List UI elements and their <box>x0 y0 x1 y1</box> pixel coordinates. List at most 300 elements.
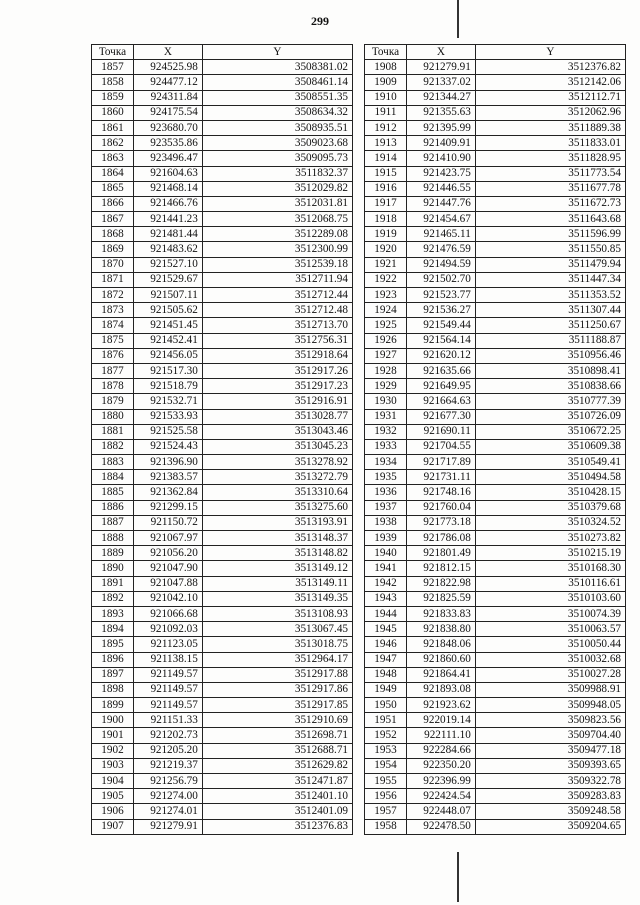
cell-x: 924477.12 <box>133 75 202 90</box>
cell-y: 3512713.70 <box>202 318 352 333</box>
table-row <box>92 75 353 90</box>
cell-x: 921731.11 <box>406 470 475 485</box>
cell-point: 1887 <box>92 515 134 530</box>
cell-y: 3513043.46 <box>202 424 352 439</box>
cell-point: 1919 <box>365 227 407 242</box>
cell-x: 921748.16 <box>406 485 475 500</box>
cell-x: 921825.59 <box>406 591 475 606</box>
table-row <box>92 500 353 515</box>
cell-point: 1909 <box>365 75 407 90</box>
cell-point: 1942 <box>365 576 407 591</box>
cell-x: 921812.15 <box>406 561 475 576</box>
cell-point: 1924 <box>365 303 407 318</box>
cell-x: 921362.84 <box>133 485 202 500</box>
cell-x: 921205.20 <box>133 743 202 758</box>
cell-point: 1911 <box>365 105 407 120</box>
cell-x: 921047.90 <box>133 561 202 576</box>
cell-point: 1932 <box>365 424 407 439</box>
cell-y: 3510898.41 <box>475 363 625 378</box>
table-header-row <box>92 45 353 60</box>
cell-y: 3512916.91 <box>202 394 352 409</box>
table-row <box>92 288 353 303</box>
cell-x: 921533.93 <box>133 409 202 424</box>
cell-point: 1857 <box>92 60 134 75</box>
table-row <box>92 379 353 394</box>
table-row <box>365 819 626 834</box>
cell-x: 923535.86 <box>133 136 202 151</box>
table-row <box>365 363 626 378</box>
cell-y: 3510116.61 <box>475 576 625 591</box>
cell-y: 3508935.51 <box>202 120 352 135</box>
cell-x: 921704.55 <box>406 439 475 454</box>
cell-y: 3513108.93 <box>202 606 352 621</box>
cell-y: 3511832.37 <box>202 166 352 181</box>
cell-point: 1873 <box>92 303 134 318</box>
table-row <box>92 713 353 728</box>
cell-point: 1899 <box>92 698 134 713</box>
table-row <box>365 606 626 621</box>
cell-point: 1863 <box>92 151 134 166</box>
table-row <box>365 166 626 181</box>
cell-x: 921525.58 <box>133 424 202 439</box>
cell-y: 3510215.19 <box>475 546 625 561</box>
cell-y: 3513149.11 <box>202 576 352 591</box>
cell-y: 3511479.94 <box>475 257 625 272</box>
cell-y: 3510273.82 <box>475 531 625 546</box>
cell-y: 3512964.17 <box>202 652 352 667</box>
cell-y: 3512917.86 <box>202 682 352 697</box>
table-row <box>92 485 353 500</box>
table-header-row <box>365 45 626 60</box>
cell-y: 3512401.10 <box>202 789 352 804</box>
table-row <box>92 166 353 181</box>
cell-point: 1895 <box>92 637 134 652</box>
cell-x: 921536.27 <box>406 303 475 318</box>
cell-point: 1884 <box>92 470 134 485</box>
cell-point: 1918 <box>365 212 407 227</box>
cell-x: 921773.18 <box>406 515 475 530</box>
cell-point: 1903 <box>92 758 134 773</box>
cell-point: 1904 <box>92 774 134 789</box>
cell-x: 921468.14 <box>133 181 202 196</box>
cell-point: 1896 <box>92 652 134 667</box>
cell-x: 921786.08 <box>406 531 475 546</box>
cell-x: 921123.05 <box>133 637 202 652</box>
cell-point: 1872 <box>92 288 134 303</box>
cell-y: 3512917.23 <box>202 379 352 394</box>
binding-mark-bottom <box>457 852 459 902</box>
cell-x: 921649.95 <box>406 379 475 394</box>
cell-point: 1956 <box>365 789 407 804</box>
table-row <box>365 622 626 637</box>
cell-x: 921451.45 <box>133 318 202 333</box>
cell-x: 921923.62 <box>406 698 475 713</box>
table-row <box>365 758 626 773</box>
table-row <box>365 652 626 667</box>
cell-y: 3513310.64 <box>202 485 352 500</box>
cell-point: 1879 <box>92 394 134 409</box>
cell-y: 3511447.34 <box>475 272 625 287</box>
table-row <box>365 485 626 500</box>
table-row <box>92 181 353 196</box>
table-row <box>92 576 353 591</box>
cell-point: 1950 <box>365 698 407 713</box>
cell-y: 3510379.68 <box>475 500 625 515</box>
cell-y: 3512029.82 <box>202 181 352 196</box>
cell-y: 3510103.60 <box>475 591 625 606</box>
cell-y: 3511889.38 <box>475 120 625 135</box>
table-row <box>92 272 353 287</box>
cell-point: 1906 <box>92 804 134 819</box>
cell-point: 1897 <box>92 667 134 682</box>
table-row <box>365 105 626 120</box>
cell-point: 1914 <box>365 151 407 166</box>
cell-point: 1892 <box>92 591 134 606</box>
cell-y: 3509704.40 <box>475 728 625 743</box>
cell-point: 1953 <box>365 743 407 758</box>
table-row <box>92 409 353 424</box>
cell-x: 921149.57 <box>133 667 202 682</box>
cell-y: 3512711.94 <box>202 272 352 287</box>
cell-point: 1925 <box>365 318 407 333</box>
cell-x: 921494.59 <box>406 257 475 272</box>
cell-y: 3508381.02 <box>202 60 352 75</box>
table-row <box>92 455 353 470</box>
cell-point: 1878 <box>92 379 134 394</box>
cell-point: 1868 <box>92 227 134 242</box>
cell-x: 921042.10 <box>133 591 202 606</box>
cell-y: 3509248.58 <box>475 804 625 819</box>
cell-y: 3513193.91 <box>202 515 352 530</box>
cell-x: 921219.37 <box>133 758 202 773</box>
table-row <box>365 257 626 272</box>
cell-x: 921604.63 <box>133 166 202 181</box>
cell-x: 921690.11 <box>406 424 475 439</box>
table-row <box>92 515 353 530</box>
cell-x: 921848.06 <box>406 637 475 652</box>
cell-x: 921466.76 <box>133 196 202 211</box>
table-row <box>365 75 626 90</box>
cell-point: 1893 <box>92 606 134 621</box>
cell-point: 1860 <box>92 105 134 120</box>
table-row <box>365 120 626 135</box>
cell-point: 1898 <box>92 682 134 697</box>
table-row <box>92 105 353 120</box>
cell-y: 3513148.37 <box>202 531 352 546</box>
cell-point: 1861 <box>92 120 134 135</box>
table-row <box>365 682 626 697</box>
table-row <box>92 546 353 561</box>
cell-x: 921532.71 <box>133 394 202 409</box>
cell-x: 922111.10 <box>406 728 475 743</box>
cell-x: 922284.66 <box>406 743 475 758</box>
cell-y: 3511773.54 <box>475 166 625 181</box>
cell-y: 3510672.25 <box>475 424 625 439</box>
cell-y: 3508461.14 <box>202 75 352 90</box>
cell-y: 3511596.99 <box>475 227 625 242</box>
cell-point: 1869 <box>92 242 134 257</box>
cell-x: 921409.91 <box>406 136 475 151</box>
cell-point: 1947 <box>365 652 407 667</box>
cell-x: 922350.20 <box>406 758 475 773</box>
table-row <box>365 272 626 287</box>
cell-x: 921822.98 <box>406 576 475 591</box>
cell-x: 921067.97 <box>133 531 202 546</box>
table-row <box>365 515 626 530</box>
table-row <box>92 774 353 789</box>
cell-x: 921456.05 <box>133 348 202 363</box>
cell-y: 3512401.09 <box>202 804 352 819</box>
table-row <box>92 531 353 546</box>
cell-x: 921833.83 <box>406 606 475 621</box>
cell-y: 3509477.18 <box>475 743 625 758</box>
cell-y: 3512112.71 <box>475 90 625 105</box>
cell-point: 1954 <box>365 758 407 773</box>
table-row <box>92 227 353 242</box>
cell-y: 3512068.75 <box>202 212 352 227</box>
cell-x: 921383.57 <box>133 470 202 485</box>
cell-x: 921454.67 <box>406 212 475 227</box>
cell-x: 921505.62 <box>133 303 202 318</box>
cell-y: 3512917.26 <box>202 363 352 378</box>
table-body-left <box>92 60 353 835</box>
cell-x: 921507.11 <box>133 288 202 303</box>
table-row <box>365 348 626 363</box>
cell-x: 921151.33 <box>133 713 202 728</box>
table-row <box>365 333 626 348</box>
table-row <box>365 576 626 591</box>
cell-x: 921502.70 <box>406 272 475 287</box>
cell-x: 921279.91 <box>406 60 475 75</box>
cell-y: 3511643.68 <box>475 212 625 227</box>
cell-point: 1865 <box>92 181 134 196</box>
table-row <box>365 424 626 439</box>
cell-x: 921523.77 <box>406 288 475 303</box>
table-row <box>365 774 626 789</box>
cell-x: 921518.79 <box>133 379 202 394</box>
cell-point: 1886 <box>92 500 134 515</box>
table-row <box>92 819 353 834</box>
table-row <box>365 713 626 728</box>
cell-y: 3511353.52 <box>475 288 625 303</box>
cell-point: 1871 <box>92 272 134 287</box>
cell-x: 921860.60 <box>406 652 475 667</box>
cell-point: 1866 <box>92 196 134 211</box>
cell-y: 3510050.44 <box>475 637 625 652</box>
cell-point: 1928 <box>365 363 407 378</box>
cell-point: 1901 <box>92 728 134 743</box>
table-row <box>92 151 353 166</box>
cell-y: 3509823.56 <box>475 713 625 728</box>
cell-y: 3510074.39 <box>475 606 625 621</box>
cell-point: 1874 <box>92 318 134 333</box>
table-row <box>365 728 626 743</box>
table-row <box>92 348 353 363</box>
cell-y: 3510324.52 <box>475 515 625 530</box>
coordinates-table-left <box>91 44 353 835</box>
cell-y: 3512300.99 <box>202 242 352 257</box>
cell-x: 921047.88 <box>133 576 202 591</box>
cell-x: 921864.41 <box>406 667 475 682</box>
page-number: 299 <box>311 14 329 28</box>
cell-y: 3510838.66 <box>475 379 625 394</box>
cell-x: 921529.67 <box>133 272 202 287</box>
table-row <box>92 682 353 697</box>
cell-point: 1910 <box>365 90 407 105</box>
cell-y: 3510428.15 <box>475 485 625 500</box>
header-point: Точка <box>365 45 407 60</box>
cell-point: 1957 <box>365 804 407 819</box>
table-row <box>92 257 353 272</box>
cell-x: 921395.99 <box>406 120 475 135</box>
table-row <box>365 455 626 470</box>
cell-point: 1885 <box>92 485 134 500</box>
table-row <box>92 561 353 576</box>
cell-point: 1941 <box>365 561 407 576</box>
cell-y: 3513278.92 <box>202 455 352 470</box>
cell-x: 921664.63 <box>406 394 475 409</box>
cell-point: 1883 <box>92 455 134 470</box>
cell-y: 3512471.87 <box>202 774 352 789</box>
cell-x: 921838.80 <box>406 622 475 637</box>
header-x: X <box>406 45 475 60</box>
table-row <box>365 60 626 75</box>
cell-x: 921092.03 <box>133 622 202 637</box>
cell-point: 1923 <box>365 288 407 303</box>
cell-point: 1933 <box>365 439 407 454</box>
cell-point: 1876 <box>92 348 134 363</box>
table-row <box>365 212 626 227</box>
cell-point: 1939 <box>365 531 407 546</box>
cell-point: 1940 <box>365 546 407 561</box>
table-row <box>92 789 353 804</box>
cell-point: 1938 <box>365 515 407 530</box>
cell-x: 921517.30 <box>133 363 202 378</box>
table-row <box>92 318 353 333</box>
cell-x: 923680.70 <box>133 120 202 135</box>
cell-point: 1900 <box>92 713 134 728</box>
table-row <box>365 318 626 333</box>
table-row <box>365 591 626 606</box>
cell-y: 3510168.30 <box>475 561 625 576</box>
cell-y: 3510549.41 <box>475 455 625 470</box>
cell-y: 3512917.85 <box>202 698 352 713</box>
cell-point: 1891 <box>92 576 134 591</box>
cell-x: 921481.44 <box>133 227 202 242</box>
cell-point: 1926 <box>365 333 407 348</box>
cell-point: 1888 <box>92 531 134 546</box>
cell-x: 921410.90 <box>406 151 475 166</box>
cell-y: 3510063.57 <box>475 622 625 637</box>
cell-y: 3510027.28 <box>475 667 625 682</box>
cell-point: 1951 <box>365 713 407 728</box>
table-row <box>92 439 353 454</box>
table-row <box>92 424 353 439</box>
cell-x: 921452.41 <box>133 333 202 348</box>
cell-y: 3512629.82 <box>202 758 352 773</box>
cell-point: 1952 <box>365 728 407 743</box>
cell-y: 3510032.68 <box>475 652 625 667</box>
cell-y: 3508551.35 <box>202 90 352 105</box>
cell-x: 921274.01 <box>133 804 202 819</box>
cell-point: 1929 <box>365 379 407 394</box>
table-row <box>365 531 626 546</box>
table-row <box>365 439 626 454</box>
cell-point: 1915 <box>365 166 407 181</box>
cell-y: 3509204.65 <box>475 819 625 834</box>
table-row <box>92 606 353 621</box>
cell-x: 921483.62 <box>133 242 202 257</box>
cell-x: 921149.57 <box>133 698 202 713</box>
cell-point: 1907 <box>92 819 134 834</box>
table-row <box>92 90 353 105</box>
cell-point: 1931 <box>365 409 407 424</box>
cell-x: 921423.75 <box>406 166 475 181</box>
table-row <box>365 743 626 758</box>
cell-point: 1948 <box>365 667 407 682</box>
cell-point: 1881 <box>92 424 134 439</box>
table-row <box>92 212 353 227</box>
cell-point: 1958 <box>365 819 407 834</box>
table-row <box>92 804 353 819</box>
table-row <box>365 288 626 303</box>
cell-x: 921279.91 <box>133 819 202 834</box>
table-row <box>92 758 353 773</box>
table-row <box>365 181 626 196</box>
cell-x: 921396.90 <box>133 455 202 470</box>
cell-x: 921677.30 <box>406 409 475 424</box>
cell-x: 921476.59 <box>406 242 475 257</box>
cell-y: 3509095.73 <box>202 151 352 166</box>
cell-point: 1882 <box>92 439 134 454</box>
table-row <box>92 394 353 409</box>
table-row <box>92 743 353 758</box>
table-row <box>365 667 626 682</box>
cell-y: 3513067.45 <box>202 622 352 637</box>
cell-x: 921446.55 <box>406 181 475 196</box>
cell-x: 922424.54 <box>406 789 475 804</box>
table-row <box>365 303 626 318</box>
cell-y: 3513018.75 <box>202 637 352 652</box>
cell-y: 3510494.58 <box>475 470 625 485</box>
cell-point: 1921 <box>365 257 407 272</box>
cell-point: 1936 <box>365 485 407 500</box>
cell-y: 3513149.12 <box>202 561 352 576</box>
table-row <box>365 561 626 576</box>
cell-y: 3509023.68 <box>202 136 352 151</box>
cell-point: 1917 <box>365 196 407 211</box>
cell-point: 1864 <box>92 166 134 181</box>
cell-x: 921801.49 <box>406 546 475 561</box>
cell-point: 1889 <box>92 546 134 561</box>
cell-point: 1890 <box>92 561 134 576</box>
cell-y: 3512376.83 <box>202 819 352 834</box>
cell-y: 3512688.71 <box>202 743 352 758</box>
cell-x: 922478.50 <box>406 819 475 834</box>
cell-y: 3510609.38 <box>475 439 625 454</box>
cell-y: 3509988.91 <box>475 682 625 697</box>
coordinates-table-right <box>364 44 626 835</box>
cell-y: 3511307.44 <box>475 303 625 318</box>
table-row <box>365 242 626 257</box>
cell-point: 1877 <box>92 363 134 378</box>
table-row <box>92 728 353 743</box>
table-row <box>92 333 353 348</box>
table-row <box>365 637 626 652</box>
table-row <box>92 652 353 667</box>
cell-x: 921524.43 <box>133 439 202 454</box>
cell-y: 3512917.88 <box>202 667 352 682</box>
